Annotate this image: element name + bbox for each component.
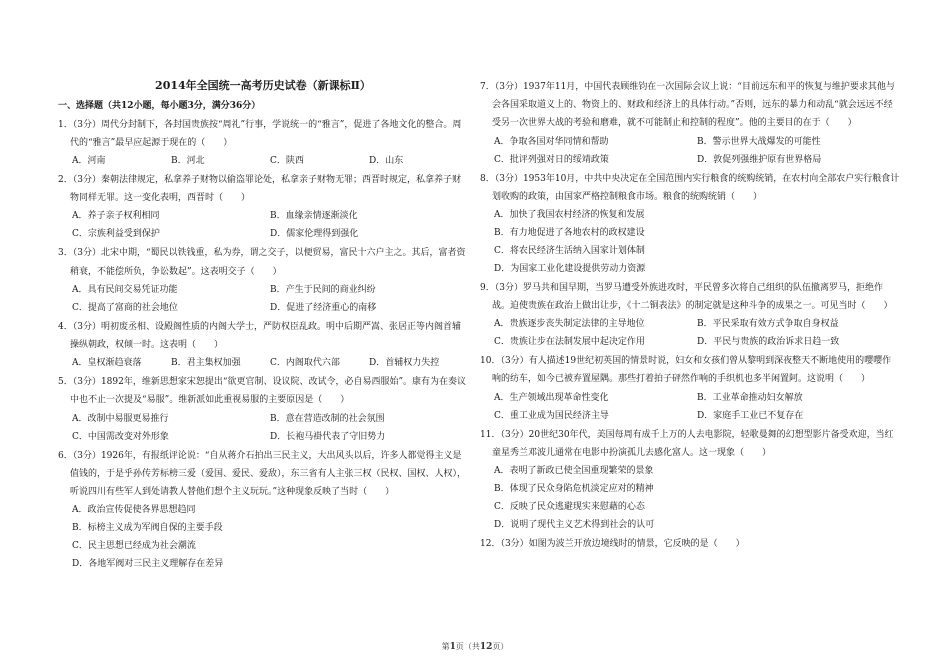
option-a: A．养子亲子权利相同 xyxy=(72,211,160,222)
option-b: B．工业革命推动妇女解放 xyxy=(697,392,803,403)
question-9 xyxy=(480,279,900,351)
footer-total-pages: 12 xyxy=(479,642,493,652)
question-4 xyxy=(58,318,468,372)
option-c: C．陕西 xyxy=(270,156,304,167)
option-b: B．君主集权加强 xyxy=(171,358,241,369)
option-d: D．首辅权力失控 xyxy=(369,358,440,369)
question-options xyxy=(480,133,900,169)
question-3 xyxy=(58,244,468,316)
footer-suffix: 页） xyxy=(492,642,509,651)
option-d: D．敦促列强维护原有世界格局 xyxy=(697,154,822,165)
question-stem: 2．（3分）秦朝法律规定，私拿养子财物以偷盗罪论处，私拿亲子财物无罪；西晋时规定，私拿养子财物同样无罪。这一变化表明，西晋时（ ） xyxy=(58,175,461,204)
option-b: B．体现了民众身陷危机淡定应对的精神 xyxy=(494,483,654,494)
option-d: D．长袍马褂代表了守旧势力 xyxy=(270,431,386,442)
option-b: B．产生于民间的商业纠纷 xyxy=(270,284,376,295)
option-d: D．家庭手工业已不复存在 xyxy=(697,410,804,421)
option-d: D．山东 xyxy=(369,156,404,167)
option-d: D．平民与贵族的政治诉求日趋一致 xyxy=(697,337,840,348)
left-column xyxy=(58,78,468,574)
question-stem: 10．（3分）有人描述19世纪初英国的情景时说，妇女和女孩们曾从黎明到深夜整天不断地使用的嘤嘤作响的纺车，如今已被弃置屋隅。那些打着拍子砰然作响的手织机也多半闲置阿。这说明（ ） xyxy=(480,356,892,385)
question-options xyxy=(58,501,468,573)
right-column xyxy=(480,78,900,554)
option-c: C．民主思想已经成为社会潮流 xyxy=(72,541,196,552)
option-c: C．中国需改变对外形象 xyxy=(72,431,169,442)
footer-middle: 页（共 xyxy=(455,642,480,651)
question-stem: 12．（3分）如图为波兰开放边境线时的情景，它反映的是（ ） xyxy=(480,538,745,549)
footer-prefix: 第 xyxy=(441,642,450,651)
question-5 xyxy=(58,373,468,445)
option-c: C．反映了民众逃避现实来慰藉的心态 xyxy=(494,501,645,512)
question-options xyxy=(480,389,900,425)
option-d: D．说明了现代主义艺术得到社会的认可 xyxy=(494,519,655,530)
page-footer xyxy=(0,641,950,655)
question-options xyxy=(58,354,468,372)
option-a: A．贵族逐步丧失制定法律的主导地位 xyxy=(494,319,645,330)
option-a: A．加快了我国农村经济的恢复和发展 xyxy=(494,209,645,220)
question-8 xyxy=(480,170,900,278)
option-a: A．具有民间交易凭证功能 xyxy=(72,284,178,295)
question-stem: 7．（3分）1937年11月，中国代表顾维钧在一次国际会议上说：“目前远东和平的恢复与维护要求其他与会各国采取道义上的、物资上的、财政和经济上的具体行动。”否则，远东的暴力和动乱“就会远远不经受另一次世界大战的考验和磨难，就不可能制止和控制的程度”。他的主要目的在于（ ） xyxy=(480,82,895,129)
option-d: D．各地军阀对三民主义理解存在差异 xyxy=(72,559,224,570)
section-heading: 一、选择题（共12小题，每小题3分，满分36分） xyxy=(58,101,261,112)
option-c: C．重工业成为国民经济主导 xyxy=(494,410,609,421)
option-c: C．内阁取代六部 xyxy=(270,358,340,369)
option-a: A．生产领域出现革命性变化 xyxy=(494,392,609,403)
option-c: C．宗族利益受到保护 xyxy=(72,229,160,240)
question-options xyxy=(58,281,468,317)
option-a: A．皇权渐趋衰落 xyxy=(72,358,142,369)
question-stem: 8．（3分）1953年10月，中共中央决定在全国范围内实行粮食的统购统销，在农村向全部农户实行粮食计划收购的政策，由国家严格控制粮食市场。粮食的统购统销（ ） xyxy=(480,173,900,202)
question-stem: 4．（3分）明初废丞相、设殿阁性质的内阁大学士，严防权臣乱政。明中后期严嵩、张居正等内阁首辅操纵朝政，权倾一时。这表明（ ） xyxy=(58,321,461,350)
option-d: D．促进了经济重心的南移 xyxy=(270,302,377,313)
question-options xyxy=(480,206,900,278)
option-b: B．血缘亲情逐渐淡化 xyxy=(270,211,358,222)
question-stem: 5．（3分）1892年，维新思想家宋恕提出“欲更官制、设议院、改试令，必自易西服始”。康有为在奏议中也不止一次提及“易服”。维新派如此重视易服的主要原因是（ ） xyxy=(58,377,467,406)
question-12 xyxy=(480,535,900,553)
footer-page-number: 1 xyxy=(449,642,456,652)
option-a: A．改制中易服更易推行 xyxy=(72,413,169,424)
question-6 xyxy=(58,447,468,574)
option-b: B．警示世界大战爆发的可能性 xyxy=(697,136,821,147)
question-stem: 9．（3分）罗马共和国早期，当罗马遭受外族进攻时，平民曾多次将自己组织的队伍撤离罗马，拒绝作战。迫使贵族在政治上做出让步，《十二铜表法》的制定就是这种斗争的成果之一。可见当时（ ） xyxy=(480,282,893,312)
question-7 xyxy=(480,78,900,169)
question-options xyxy=(58,207,468,243)
question-options xyxy=(480,462,900,534)
option-a: A．政治宣传促使各界思想趋同 xyxy=(72,505,196,516)
question-stem: 1．（3分）周代分封制下，各封国贵族按“周礼”行事，学说统一的“雅言”，促进了各地文化的整合。周代的“雅言”最早应起源于现在的（ ） xyxy=(58,119,462,148)
option-c: C．贵族让步在法制发展中起决定作用 xyxy=(494,337,645,348)
option-d: D．儒家伦理得到强化 xyxy=(270,229,359,240)
option-c: C．批评列强对日的绥靖政策 xyxy=(494,154,609,165)
option-a: A．表明了新政已使全国重现繁荣的景象 xyxy=(494,465,654,476)
question-options xyxy=(58,152,468,170)
question-options xyxy=(58,410,468,446)
question-2 xyxy=(58,171,468,243)
option-b: B．意在营造改制的社会氛围 xyxy=(270,413,385,424)
question-11 xyxy=(480,426,900,534)
option-a: A．河南 xyxy=(72,156,106,167)
question-stem: 11．（3分）20世纪30年代，美国每周有成千上万的人去电影院，轻歌曼舞的幻想型影片备受欢迎，当红童星秀兰邓波儿通常在电影中扮演孤儿去感化富人。这一现象（ ） xyxy=(480,429,894,458)
option-a: A．争取各国对华同情和帮助 xyxy=(494,136,609,147)
option-b: B．平民采取有效方式争取自身权益 xyxy=(697,319,839,330)
question-stem: 3．（3分）北宋中期，“蜀民以铁钱重，私为券，谓之交子，以便贸易，富民十六户主之。其后，富者资稍衰，不能偿所负，争讼数起”。这表明交子（ ） xyxy=(58,248,466,277)
option-d: D．为国家工业化建设提供劳动力资源 xyxy=(494,263,646,274)
question-10 xyxy=(480,352,900,424)
question-1 xyxy=(58,116,468,170)
question-stem: 6．（3分）1926年，有报纸评论说：“自从蒋介石拍出三民主义，大出风头以后，许多人都觉得主义是值钱的，于是乎孙传芳标榜三爱（爱国、爱民、爱敌），东三省有人主张三权（民权、国权、人权），听说四川有些军人到处请教人替他们想个主义玩玩。”这种现象反映了当时（ ） xyxy=(58,450,467,497)
option-b: B．标榜主义成为军阀自保的主要手段 xyxy=(72,523,223,534)
question-options xyxy=(480,315,900,351)
option-b: B．河北 xyxy=(171,156,205,167)
option-c: C．提高了富商的社会地位 xyxy=(72,302,178,313)
page-title: 2014年全国统一高考历史试卷（新课标Ⅱ） xyxy=(155,79,371,92)
option-c: C．将农民经济生活纳入国家计划体制 xyxy=(494,245,645,256)
option-b: B．有力地促进了各地农村的政权建设 xyxy=(494,227,645,238)
